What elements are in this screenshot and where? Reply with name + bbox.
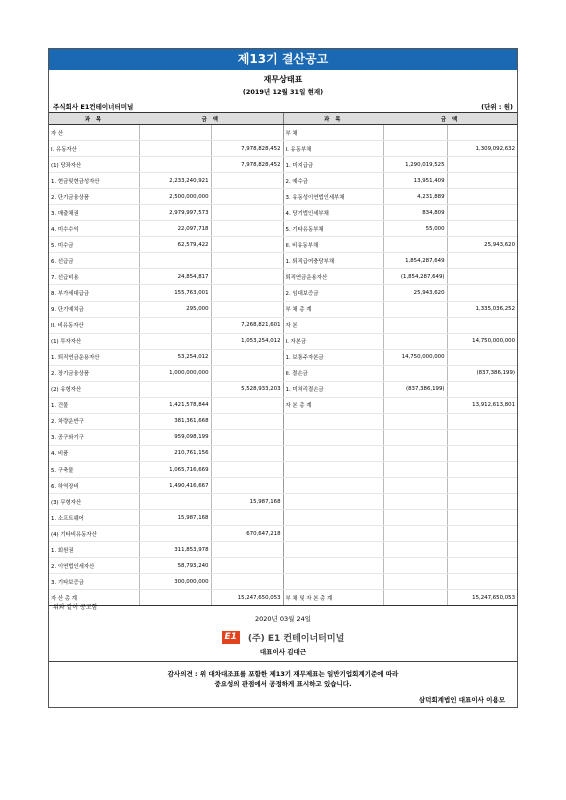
left-account-cell: 1. 현금및현금성자산 (49, 173, 139, 189)
left-account-cell: 자 산 총 계 (49, 590, 139, 606)
right-account-cell: 부 채 (283, 125, 383, 141)
left-detail-amount-cell: 2,979,997,573 (139, 205, 211, 221)
right-total-amount-cell (447, 317, 517, 333)
header-account-left: 과 목 (49, 113, 139, 125)
right-detail-amount-cell (383, 510, 447, 526)
right-detail-amount-cell (383, 461, 447, 477)
table-row (49, 269, 517, 285)
left-detail-amount-cell: 22,097,718 (139, 221, 211, 237)
right-total-amount-cell: (837,386,199) (447, 365, 517, 381)
left-total-amount-cell: 15,247,650,053 (211, 590, 283, 606)
left-total-amount-cell (211, 285, 283, 301)
left-account-cell: 4. 미수수익 (49, 221, 139, 237)
right-detail-amount-cell: 834,809 (383, 205, 447, 221)
right-total-amount-cell (447, 542, 517, 558)
left-account-cell: 9. 단기예치금 (49, 301, 139, 317)
right-total-amount-cell (447, 269, 517, 285)
right-total-amount-cell (447, 413, 517, 429)
right-detail-amount-cell (383, 397, 447, 413)
right-account-cell (283, 510, 383, 526)
left-account-cell: 6. 선급금 (49, 253, 139, 269)
left-detail-amount-cell: 62,579,422 (139, 237, 211, 253)
left-total-amount-cell (211, 461, 283, 477)
right-total-amount-cell: 13,912,613,801 (447, 397, 517, 413)
right-total-amount-cell (447, 429, 517, 445)
left-detail-amount-cell: 15,987,168 (139, 510, 211, 526)
left-detail-amount-cell: 2,500,000,000 (139, 189, 211, 205)
table-row (49, 141, 517, 157)
table-row (49, 478, 517, 494)
left-account-cell: 1. 회원권 (49, 542, 139, 558)
representative: 대표이사 김대근 (259, 648, 307, 656)
left-total-amount-cell (211, 413, 283, 429)
left-account-cell: (4) 기타비유동자산 (49, 526, 139, 542)
right-account-cell (283, 526, 383, 542)
left-account-cell: (2) 유형자산 (49, 381, 139, 397)
right-detail-amount-cell: (837,386,199) (383, 381, 447, 397)
right-total-amount-cell (447, 510, 517, 526)
company-name: 주식회사 E1컨테이너터미널 (53, 103, 134, 111)
right-total-amount-cell (447, 173, 517, 189)
right-account-cell: 자 본 (283, 317, 383, 333)
left-detail-amount-cell (139, 381, 211, 397)
statement-date: (2019년 12월 31일 현재) (242, 88, 324, 96)
announcement-title: 제13기 결산공고 (49, 49, 517, 70)
e1-logo-icon: E1 (222, 631, 240, 644)
table-row (49, 237, 517, 253)
right-account-cell: 1. 미지급금 (283, 157, 383, 173)
header-amount-left: 금 액 (139, 113, 283, 125)
left-total-amount-cell: 7,978,828,452 (211, 157, 283, 173)
left-account-cell: (3) 무형자산 (49, 494, 139, 510)
left-account-cell: 4. 비품 (49, 445, 139, 461)
left-total-amount-cell (211, 301, 283, 317)
right-account-cell: 1. 퇴직급여충당부채 (283, 253, 383, 269)
table-row (49, 157, 517, 173)
left-account-cell: 3. 기타보증금 (49, 574, 139, 590)
right-detail-amount-cell (383, 574, 447, 590)
left-account-cell: 2. 단기금융상품 (49, 189, 139, 205)
right-total-amount-cell (447, 125, 517, 141)
right-total-amount-cell: 25,943,620 (447, 237, 517, 253)
right-account-cell: 2. 임대보증금 (283, 285, 383, 301)
right-total-amount-cell (447, 526, 517, 542)
left-detail-amount-cell (139, 317, 211, 333)
table-row (49, 542, 517, 558)
right-detail-amount-cell: 13,951,409 (383, 173, 447, 189)
statement-title: 재무상태표 (263, 75, 303, 84)
right-total-amount-cell: 1,309,092,632 (447, 141, 517, 157)
left-detail-amount-cell (139, 494, 211, 510)
left-total-amount-cell: 7,268,821,601 (211, 317, 283, 333)
right-total-amount-cell (447, 461, 517, 477)
left-total-amount-cell (211, 478, 283, 494)
right-total-amount-cell (447, 221, 517, 237)
right-total-amount-cell: 1,335,036,252 (447, 301, 517, 317)
right-account-cell (283, 461, 383, 477)
right-total-amount-cell (447, 494, 517, 510)
right-account-cell (283, 413, 383, 429)
left-total-amount-cell: 15,987,168 (211, 494, 283, 510)
left-total-amount-cell: 7,978,828,452 (211, 141, 283, 157)
table-row (49, 381, 517, 397)
right-total-amount-cell: 15,247,650,053 (447, 590, 517, 606)
left-account-cell: 3. 공구와기구 (49, 429, 139, 445)
left-detail-amount-cell: 1,421,578,844 (139, 397, 211, 413)
left-total-amount-cell (211, 189, 283, 205)
left-account-cell: 2. 장기금융상품 (49, 365, 139, 381)
right-detail-amount-cell: (1,854,287,649) (383, 269, 447, 285)
left-total-amount-cell (211, 269, 283, 285)
left-account-cell: 1. 소프트웨어 (49, 510, 139, 526)
right-detail-amount-cell (383, 478, 447, 494)
right-detail-amount-cell: 25,943,620 (383, 285, 447, 301)
right-total-amount-cell (447, 445, 517, 461)
left-total-amount-cell (211, 173, 283, 189)
right-account-cell (283, 574, 383, 590)
left-total-amount-cell: 5,528,933,203 (211, 381, 283, 397)
table-row (49, 574, 517, 590)
right-total-amount-cell (447, 349, 517, 365)
auditor-name: 삼덕회계법인 대표이사 이용모 (418, 696, 505, 704)
left-total-amount-cell (211, 205, 283, 221)
right-detail-amount-cell (383, 317, 447, 333)
left-detail-amount-cell: 210,761,156 (139, 445, 211, 461)
left-account-cell: 5. 미수금 (49, 237, 139, 253)
left-detail-amount-cell (139, 157, 211, 173)
right-detail-amount-cell (383, 494, 447, 510)
right-total-amount-cell: 14,750,000,000 (447, 333, 517, 349)
left-account-cell: 6. 하역장비 (49, 478, 139, 494)
table-row (49, 349, 517, 365)
table-row (49, 413, 517, 429)
left-detail-amount-cell: 300,000,000 (139, 574, 211, 590)
table-row (49, 397, 517, 413)
left-total-amount-cell (211, 574, 283, 590)
right-account-cell: 3. 유동성이연법인세부채 (283, 189, 383, 205)
left-detail-amount-cell (139, 253, 211, 269)
table-row (49, 205, 517, 221)
left-detail-amount-cell (139, 333, 211, 349)
left-account-cell: 2. 차량운반구 (49, 413, 139, 429)
left-detail-amount-cell: 1,490,416,667 (139, 478, 211, 494)
left-detail-amount-cell (139, 125, 211, 141)
left-total-amount-cell (211, 397, 283, 413)
right-account-cell: II. 결손금 (283, 365, 383, 381)
left-total-amount-cell (211, 237, 283, 253)
right-detail-amount-cell: 1,290,019,525 (383, 157, 447, 173)
left-total-amount-cell (211, 510, 283, 526)
right-account-cell (283, 429, 383, 445)
left-detail-amount-cell: 1,065,716,669 (139, 461, 211, 477)
right-account-cell: 부 채 총 계 (283, 301, 383, 317)
audit-opinion-line-1: 감사의견 : 위 대차대조표를 포함한 제13기 재무제표는 일반기업회계기준에 따라 (167, 670, 399, 678)
right-detail-amount-cell (383, 301, 447, 317)
table-row (49, 253, 517, 269)
left-detail-amount-cell (139, 141, 211, 157)
right-detail-amount-cell (383, 429, 447, 445)
right-account-cell: 2. 예수금 (283, 173, 383, 189)
right-detail-amount-cell: 55,000 (383, 221, 447, 237)
left-account-cell: 7. 선급비용 (49, 269, 139, 285)
left-detail-amount-cell: 53,254,012 (139, 349, 211, 365)
left-detail-amount-cell (139, 590, 211, 606)
left-total-amount-cell: 670,647,218 (211, 526, 283, 542)
left-account-cell: 8. 부가세대급금 (49, 285, 139, 301)
left-detail-amount-cell: 2,233,240,921 (139, 173, 211, 189)
table-row (49, 590, 517, 606)
right-detail-amount-cell (383, 590, 447, 606)
table-header-row (49, 113, 517, 125)
left-account-cell: I. 유동자산 (49, 141, 139, 157)
right-detail-amount-cell: 14,750,000,000 (383, 349, 447, 365)
left-detail-amount-cell: 311,853,978 (139, 542, 211, 558)
logo-company-name: (주) E1 컨테이너터미널 (247, 634, 345, 644)
table-row (49, 445, 517, 461)
left-detail-amount-cell: 959,098,199 (139, 429, 211, 445)
left-account-cell: 자 산 (49, 125, 139, 141)
left-total-amount-cell (211, 445, 283, 461)
right-detail-amount-cell (383, 141, 447, 157)
right-detail-amount-cell (383, 445, 447, 461)
audit-opinion-line-2: 중요성의 관점에서 공정하게 표시하고 있습니다. (214, 680, 352, 688)
right-account-cell (283, 558, 383, 574)
right-account-cell: 부 채 및 자 본 총 계 (283, 590, 383, 606)
left-account-cell: II. 비유동자산 (49, 317, 139, 333)
table-row (49, 526, 517, 542)
left-account-cell: 1. 퇴직연금운용자산 (49, 349, 139, 365)
unit-label: (단위 : 원) (481, 103, 513, 111)
left-total-amount-cell (211, 365, 283, 381)
left-detail-amount-cell (139, 526, 211, 542)
right-account-cell: 5. 기타유동부채 (283, 221, 383, 237)
right-detail-amount-cell (383, 542, 447, 558)
left-detail-amount-cell: 24,854,817 (139, 269, 211, 285)
announcement-frame (48, 48, 518, 708)
right-account-cell: 퇴직연금운용자산 (283, 269, 383, 285)
company-logo (49, 627, 517, 643)
table-row (49, 365, 517, 381)
right-detail-amount-cell (383, 558, 447, 574)
right-total-amount-cell (447, 478, 517, 494)
left-total-amount-cell (211, 542, 283, 558)
right-account-cell: 4. 당기법인세부채 (283, 205, 383, 221)
table-row (49, 494, 517, 510)
table-row (49, 317, 517, 333)
right-total-amount-cell (447, 189, 517, 205)
right-account-cell: II. 비유동부채 (283, 237, 383, 253)
right-total-amount-cell (447, 205, 517, 221)
right-total-amount-cell (447, 558, 517, 574)
table-row (49, 301, 517, 317)
right-detail-amount-cell: 1,854,287,649 (383, 253, 447, 269)
left-total-amount-cell: 1,053,254,012 (211, 333, 283, 349)
right-account-cell (283, 494, 383, 510)
left-account-cell: 3. 매출채권 (49, 205, 139, 221)
table-row (49, 510, 517, 526)
left-account-cell: (1) 당좌자산 (49, 157, 139, 173)
right-total-amount-cell (447, 285, 517, 301)
left-total-amount-cell (211, 429, 283, 445)
right-account-cell: 자 본 총 계 (283, 397, 383, 413)
announcement-note: 위와 같이 공고함 (53, 604, 98, 611)
right-total-amount-cell (447, 157, 517, 173)
header-amount-right: 금 액 (383, 113, 517, 125)
table-row (49, 125, 517, 141)
left-account-cell: 1. 건물 (49, 397, 139, 413)
right-account-cell: I. 자본금 (283, 333, 383, 349)
header-account-right: 과 목 (283, 113, 383, 125)
left-detail-amount-cell: 295,000 (139, 301, 211, 317)
right-account-cell: 1. 미처리결손금 (283, 381, 383, 397)
left-total-amount-cell (211, 558, 283, 574)
table-row (49, 333, 517, 349)
balance-sheet-table (49, 112, 517, 606)
left-detail-amount-cell: 1,000,000,000 (139, 365, 211, 381)
table-row (49, 558, 517, 574)
right-detail-amount-cell (383, 526, 447, 542)
right-total-amount-cell (447, 381, 517, 397)
left-total-amount-cell (211, 221, 283, 237)
table-row (49, 221, 517, 237)
table-row (49, 173, 517, 189)
left-total-amount-cell (211, 253, 283, 269)
right-account-cell (283, 478, 383, 494)
left-account-cell: (1) 투자자산 (49, 333, 139, 349)
right-total-amount-cell (447, 574, 517, 590)
left-detail-amount-cell: 381,361,668 (139, 413, 211, 429)
table-row (49, 429, 517, 445)
right-detail-amount-cell (383, 413, 447, 429)
left-total-amount-cell (211, 349, 283, 365)
left-detail-amount-cell: 58,793,240 (139, 558, 211, 574)
right-account-cell: I. 유동부채 (283, 141, 383, 157)
divider (49, 661, 517, 662)
left-account-cell: 5. 구축물 (49, 461, 139, 477)
right-account-cell (283, 542, 383, 558)
right-total-amount-cell (447, 253, 517, 269)
right-account-cell: 1. 보통주자본금 (283, 349, 383, 365)
table-row (49, 285, 517, 301)
publication-date: 2020년 03월 24일 (254, 615, 312, 623)
table-row (49, 461, 517, 477)
right-detail-amount-cell (383, 237, 447, 253)
right-detail-amount-cell (383, 125, 447, 141)
table-row (49, 189, 517, 205)
left-detail-amount-cell: 155,763,001 (139, 285, 211, 301)
right-detail-amount-cell: 4,231,889 (383, 189, 447, 205)
left-total-amount-cell (211, 125, 283, 141)
right-detail-amount-cell (383, 365, 447, 381)
right-detail-amount-cell (383, 333, 447, 349)
right-account-cell (283, 445, 383, 461)
left-account-cell: 2. 이연법인세자산 (49, 558, 139, 574)
